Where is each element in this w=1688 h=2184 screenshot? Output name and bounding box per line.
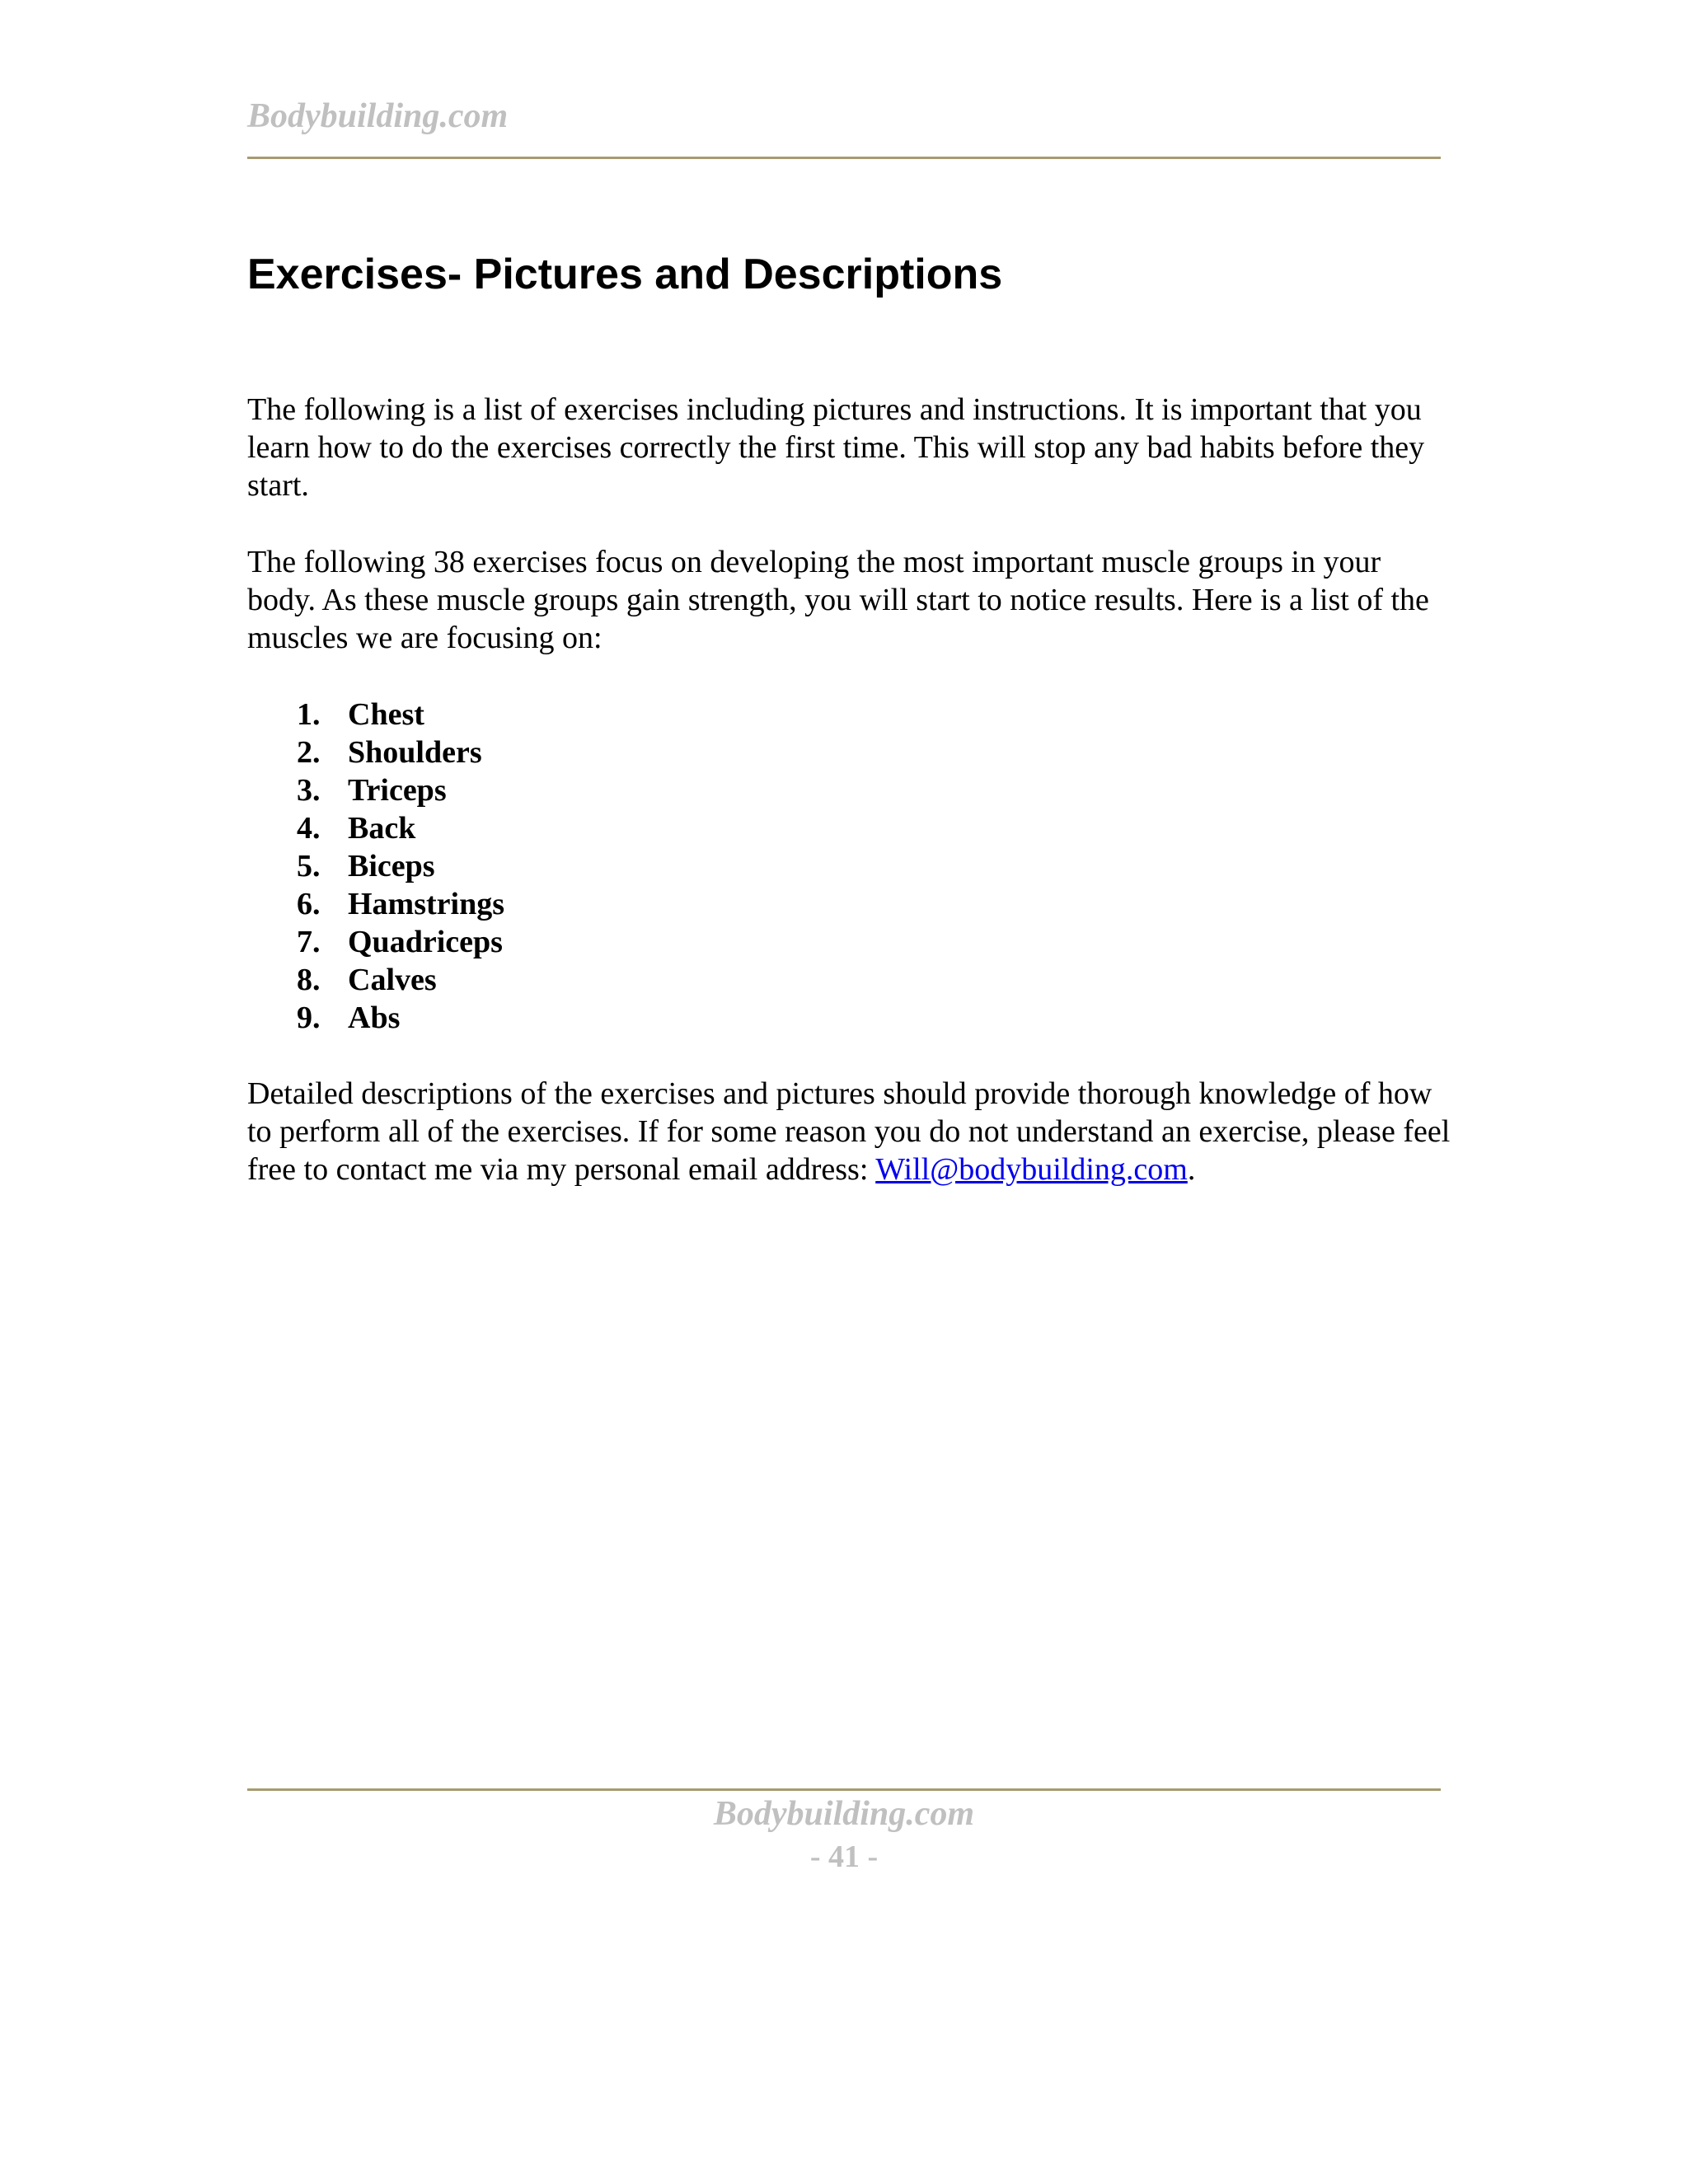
footer-brand: Bodybuilding.com (713, 1795, 975, 1833)
list-item-number: 2. (297, 735, 321, 770)
header-brand: Bodybuilding.com (247, 97, 509, 135)
list-item-label: Hamstrings (348, 887, 504, 921)
list-item-label: Biceps (348, 849, 435, 883)
closing-text: Detailed descriptions of the exercises and pictures should provide thorough knowledge of how to perform all of the exercises. If for some reason you do not understand an exercise, please feel free to contact me via my personal email address: (247, 1076, 1451, 1187)
closing-paragraph (247, 1075, 1451, 1188)
closing-period: . (1187, 1152, 1196, 1187)
list-item (297, 809, 504, 847)
list-item-label: Shoulders (348, 735, 482, 770)
list-item-label: Chest (348, 697, 424, 732)
focus-paragraph: The following 38 exercises focus on developing the most important muscle groups in your body. As these muscle groups gain strength, you will start to notice results. Here is a list of the muscles we are focusing on: (247, 545, 1429, 655)
footer-rule (247, 1788, 1441, 1791)
list-item-number: 6. (297, 887, 321, 921)
list-item (297, 696, 504, 733)
list-item (297, 885, 504, 923)
email-link[interactable]: Will@bodybuilding.com (875, 1152, 1188, 1187)
list-item (297, 847, 504, 885)
list-item (297, 999, 504, 1037)
list-item-number: 3. (297, 773, 321, 808)
list-item-number: 1. (297, 697, 321, 732)
list-item (297, 733, 504, 771)
page-number: - 41 - (809, 1840, 879, 1874)
list-item-label: Abs (348, 1001, 401, 1035)
list-item-number: 5. (297, 849, 321, 883)
list-item (297, 961, 504, 999)
list-item-number: 4. (297, 811, 321, 846)
intro-paragraph: The following is a list of exercises including pictures and instructions. It is important that you learn how to do the exercises correctly the first time. This will stop any bad habits before they start. (247, 392, 1425, 503)
list-item-number: 7. (297, 925, 321, 959)
muscle-list (297, 696, 504, 1037)
page-title: Exercises- Pictures and Descriptions (247, 251, 1003, 298)
list-item (297, 771, 504, 809)
list-item-number: 9. (297, 1001, 321, 1035)
list-item-label: Back (348, 811, 416, 846)
list-item (297, 923, 504, 961)
header-rule (247, 157, 1441, 159)
list-item-label: Triceps (348, 773, 447, 808)
list-item-label: Calves (348, 963, 437, 997)
list-item-label: Quadriceps (348, 925, 503, 959)
list-item-number: 8. (297, 963, 321, 997)
